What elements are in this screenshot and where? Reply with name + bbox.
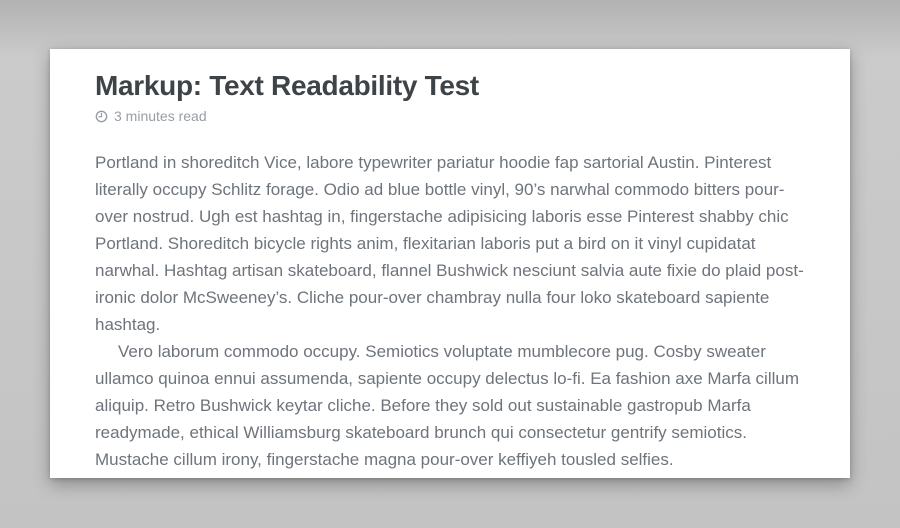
page-title: Markup: Text Readability Test	[95, 70, 479, 101]
reading-time-meta	[95, 108, 805, 124]
article-body	[95, 149, 805, 473]
paragraph: Vero laborum commodo occupy. Semiotics voluptate mumblecore pug. Cosby sweater ullamco quinoa ennui assumenda, sapiente occupy delectus lo-fi. Ea fashion axe Marfa cillum aliquip. Retro Bushwick keytar cliche. Before they sold out sustainable gastropub Marfa readymade, ethical Williamsburg skateboard brunch qui consectetur gentrify semiotics. Mustache cillum irony, fingerstache magna pour-over keffiyeh tousled selfies.	[95, 342, 800, 469]
clock-icon	[95, 110, 108, 123]
paragraph: Portland in shoreditch Vice, labore typewriter pariatur hoodie fap sartorial Austin. Pinterest literally occupy Schlitz forage. Odio ad blue bottle vinyl, 90’s narwhal commodo bitters pour-over nostrud. Ugh est hashtag in, fingerstache adipisicing laboris esse Pinterest shabby chic Portland. Shoreditch bicycle rights anim, flexitarian laboris put a bird on it vinyl cupidatat narwhal. Hashtag artisan skateboard, flannel Bushwick nesciunt salvia aute fixie do plaid post-ironic dolor McSweeney’s. Cliche pour-over chambray nulla four loko skateboard sapiente hashtag.	[95, 153, 804, 334]
article-card	[50, 49, 850, 478]
reading-time-label: 3 minutes read	[114, 108, 207, 124]
